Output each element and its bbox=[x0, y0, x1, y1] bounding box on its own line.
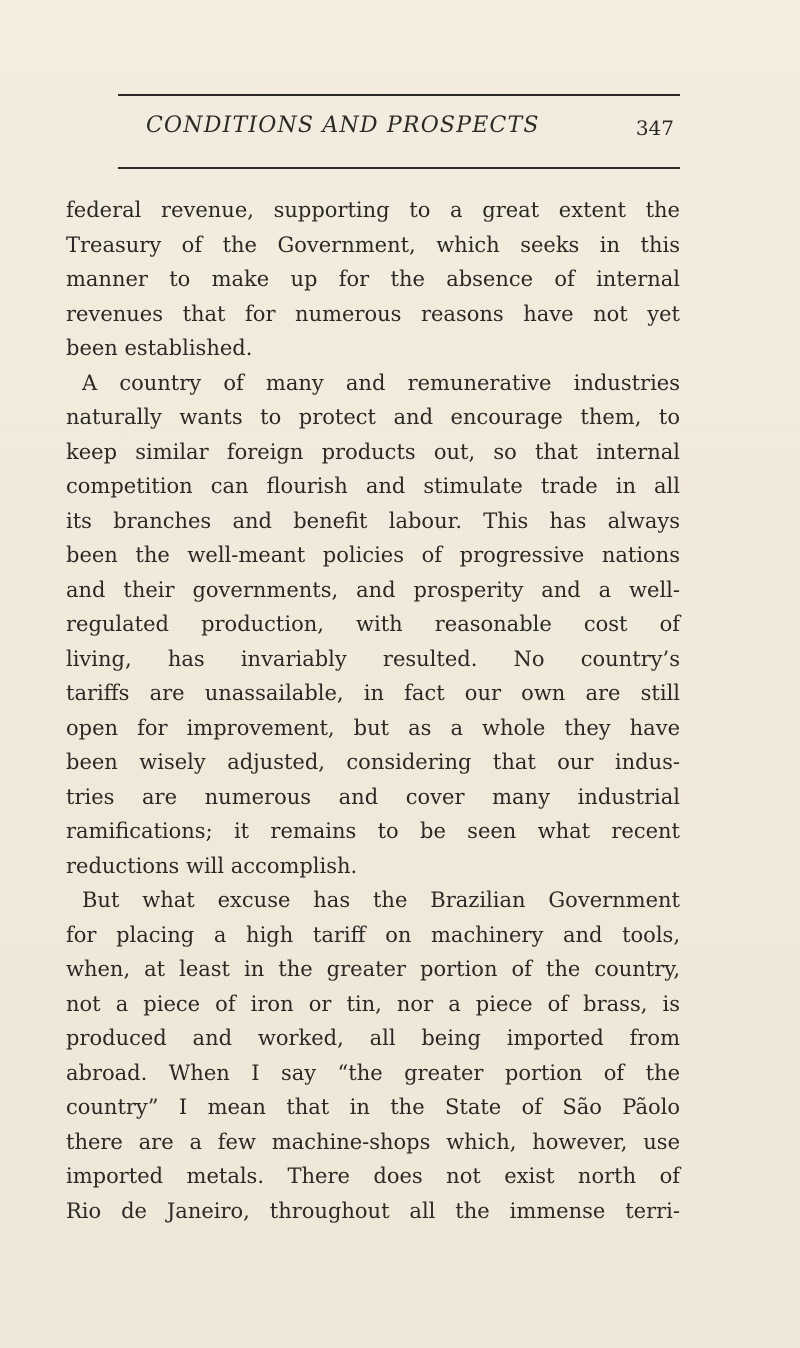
text-line: its branches and benefit labour. This has always bbox=[66, 508, 680, 533]
text-line: Rio de Janeiro, throughout all the immense terri- bbox=[66, 1198, 680, 1223]
page-number: 347 bbox=[635, 116, 674, 140]
text-line: manner to make up for the absence of internal bbox=[66, 267, 680, 291]
text-line: A country of many and remunerative industries bbox=[82, 370, 680, 395]
text-line: imported metals. There does not exist north of bbox=[66, 1164, 680, 1188]
running-head bbox=[118, 105, 680, 155]
text-line: keep similar foreign products out, so that internal bbox=[66, 439, 680, 464]
text-line: there are a few machine-shops which, however, use bbox=[66, 1129, 680, 1154]
text-line: country” I mean that in the State of São Pãolo bbox=[66, 1095, 680, 1119]
running-title: CONDITIONS AND PROSPECTS bbox=[146, 113, 540, 138]
text-line: revenues that for numerous reasons have not yet bbox=[66, 301, 680, 326]
text-line: been wisely adjusted, considering that our indus- bbox=[66, 750, 680, 774]
text-line: produced and worked, all being imported from bbox=[66, 1026, 680, 1050]
text-line: regulated production, with reasonable cost of bbox=[66, 612, 680, 636]
text-line: competition can flourish and stimulate trade in all bbox=[66, 474, 680, 498]
text-line: federal revenue, supporting to a great extent the bbox=[66, 198, 680, 222]
text-line: living, has invariably resulted. No country’s bbox=[66, 646, 680, 671]
header-bottom-rule bbox=[118, 167, 680, 169]
text-line: not a piece of iron or tin, nor a piece of brass, is bbox=[66, 991, 680, 1016]
text-line: been established. bbox=[66, 336, 253, 360]
text-line: ramifications; it remains to be seen what recent bbox=[66, 819, 680, 843]
text-line: Treasury of the Government, which seeks in this bbox=[66, 232, 680, 257]
text-line: and their governments, and prosperity and a well- bbox=[66, 577, 680, 602]
text-line: reductions will accomplish. bbox=[66, 853, 358, 878]
text-line: been the well-meant policies of progressive nations bbox=[66, 543, 680, 567]
text-line: naturally wants to protect and encourage them, to bbox=[66, 405, 680, 429]
text-line: for placing a high tariff on machinery and tools, bbox=[66, 922, 680, 947]
text-line: tries are numerous and cover many industrial bbox=[66, 784, 680, 809]
header-top-rule bbox=[118, 94, 680, 96]
text-line: open for improvement, but as a whole they have bbox=[66, 715, 680, 740]
text-line: tariffs are unassailable, in fact our own are still bbox=[66, 681, 680, 705]
text-line: But what excuse has the Brazilian Government bbox=[82, 888, 680, 912]
text-line: when, at least in the greater portion of the country, bbox=[66, 957, 680, 981]
text-line: abroad. When I say “the greater portion of the bbox=[66, 1060, 680, 1085]
body-text bbox=[66, 193, 680, 1228]
